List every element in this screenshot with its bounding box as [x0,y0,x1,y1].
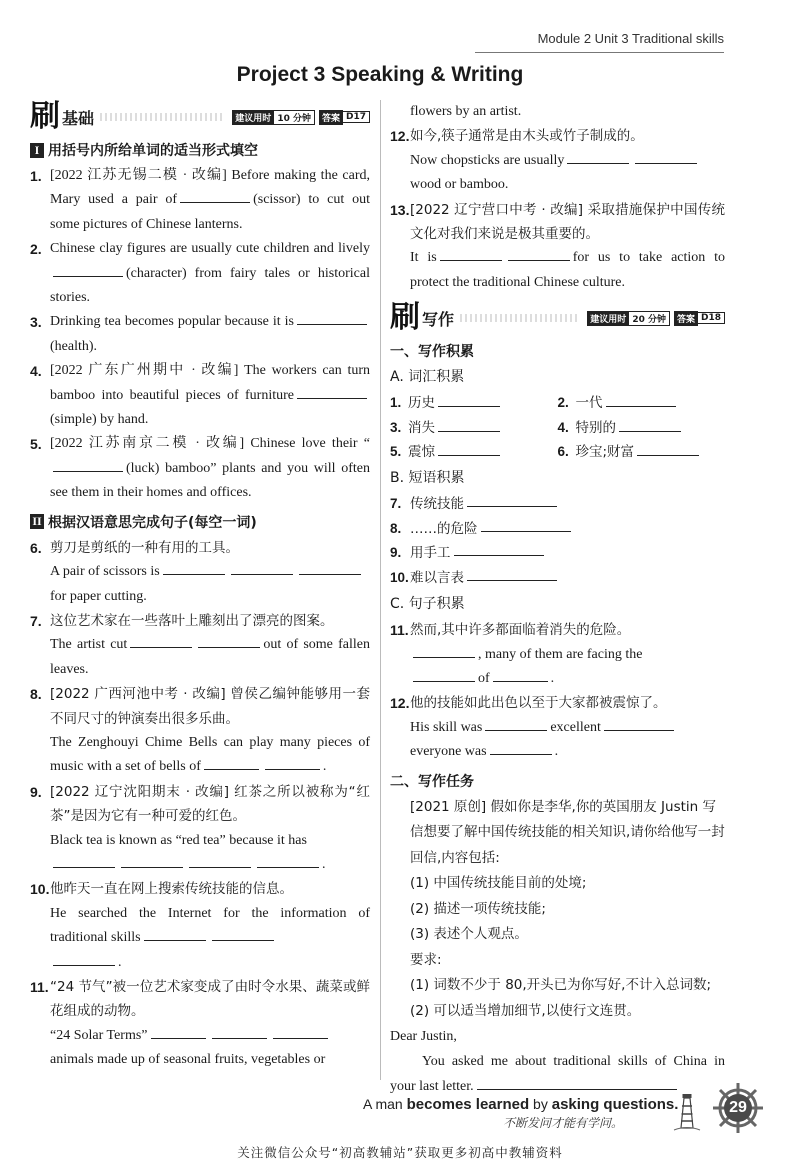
lighthouse-icon [672,1090,702,1132]
sentence-item-12 [390,691,725,715]
sentence-text: flowers by an artist. [410,104,522,119]
item-number: 8. [390,520,402,536]
chinese-prompt: [2022 辽宁营口中考 · 改编] 采取措施保护中国传统文化对我们来说是极其重要的。 [410,201,725,243]
answer-blank[interactable] [180,188,250,203]
time-tag-key: 建议用时 [232,110,274,125]
chinese-prompt: “24 节气”被一位艺术家变成了由时令水果、蔬菜或鲜花组成的动物。 [50,979,370,1020]
sentence-text: out of some fallen leaves. [50,637,370,677]
english-sentence [30,633,370,682]
item-text: 一代 [575,395,603,412]
answer-blank[interactable] [438,441,500,456]
page-title: Project 3 Speaking & Writing [236,63,524,86]
sentence-text: His skill was [410,719,483,735]
question-8 [30,682,370,731]
answer-blank[interactable] [299,560,361,575]
sentence-text: excellent [550,719,601,735]
chinese-prompt: 剪刀是剪纸的一种有用的工具。 [50,539,239,556]
question-13 [390,198,725,247]
sentence-text: . [322,856,326,872]
english-sentence [390,149,725,198]
banner-decoration [100,113,222,121]
footer-motto [363,1096,678,1113]
item-number: 6. [557,444,569,460]
answer-tag-key: 答案 [674,311,698,326]
vocab-item [390,416,558,440]
task-intro: [2021 原创] 假如你是李华,你的英国朋友 Justin 写信想要了解中国传统技能的相关知识,请你给他写一封回信,内容包括: [410,798,725,866]
item-text: 用手工 [410,545,451,562]
item-text: 传统技能 [410,496,464,513]
english-sentence [390,716,725,765]
answer-blank[interactable] [204,755,259,770]
answer-tag [674,311,725,326]
motto-part: A man [363,1096,407,1112]
english-sentence [390,643,725,692]
answer-blank[interactable] [637,441,699,456]
question-number: 13. [390,201,410,218]
phrase-item [390,566,725,590]
item-number: 1. [390,395,402,411]
task-point: (1) 中国传统技能目前的处境; [410,875,587,892]
item-text: 珍宝;财富 [575,444,635,461]
right-column [390,100,725,1099]
item-text: 消失 [408,419,435,436]
answer-blank[interactable] [438,417,500,432]
sentence-heading: C. 句子积累 [390,596,465,613]
sentence-text: wood or bamboo. [410,177,509,193]
question-number: 12. [390,695,410,712]
section-2-number: II [30,514,44,529]
motto-emphasis: asking questions. [551,1096,679,1113]
chinese-prompt: [2022 广西河池中考 · 改编] 曾侯乙编钟能够用一套不同尺寸的钟演奏出很多乐曲。 [50,686,370,727]
task-requirements-label: 要求: [410,951,442,968]
english-sentence [30,902,370,975]
sentence-text: A pair of scissors is [50,564,160,580]
answer-blank[interactable] [438,392,500,407]
phrase-item [390,541,725,565]
time-tag-key: 建议用时 [587,311,629,326]
answer-blank[interactable] [481,517,571,532]
question-3 [30,310,370,359]
vocab-item [558,440,726,464]
sentence-text: It is [410,250,437,266]
item-number: 3. [390,419,402,435]
answer-blank[interactable] [273,1024,328,1039]
answer-blank[interactable] [257,853,319,868]
answer-blank[interactable] [297,310,367,325]
time-tag-value: 20 分钟 [629,311,670,326]
sentence-text: . [550,670,555,686]
question-10 [30,877,370,901]
answer-blank[interactable] [53,457,123,472]
sentence-text: everyone was [410,744,487,760]
question-text: (scissor) to cut out some pictures of Chinese lanterns. [50,192,370,232]
answer-blank[interactable] [121,853,183,868]
vocab-grid [390,391,725,464]
phrase-heading: B. 短语积累 [390,470,465,487]
sentence-text: of [478,670,490,686]
chinese-prompt: 他昨天一直在网上搜索传统技能的信息。 [50,881,293,898]
question-number: 9. [30,783,42,800]
question-number: 10. [30,881,50,898]
section-1-title: 用括号内所给单词的适当形式填空 [48,143,258,159]
task-point: (3) 表述个人观点。 [410,926,528,943]
question-number: 1. [30,168,42,184]
english-sentence [30,560,370,609]
question-text: (character) from fairy tales or historical stories. [50,265,370,306]
sentence-text: He searched the Internet for the information of traditional skills [50,905,370,946]
answer-blank[interactable] [493,667,548,682]
question-number: 2. [30,241,42,258]
question-number: 11. [390,622,409,639]
item-text: 难以言表 [410,569,464,586]
answer-blank[interactable] [413,643,475,658]
sentence-item-11 [390,618,725,642]
sentence-text: “24 Solar Terms” [50,1027,148,1043]
sentence-text: Black tea is known as “red tea” because it has [50,832,307,848]
task-point: (2) 描述一项传统技能; [410,900,546,917]
answer-tag [319,110,370,125]
sentence-text: . [322,759,327,775]
sentence-text: . [554,744,559,760]
section-2-title: 根据汉语意思完成句子(每空一词) [48,514,257,531]
question-11 [30,975,370,1024]
brush-mark: 刷 [390,300,420,336]
answer-blank[interactable] [413,667,475,682]
question-number: 11. [30,979,49,995]
question-number: 7. [30,612,42,629]
answer-blank[interactable] [454,541,544,556]
phrase-item [390,492,725,516]
column-divider [380,100,381,1080]
writing-task [390,795,725,1025]
letter-opening-text: You asked me about traditional skills of China in your last letter. [390,1054,725,1095]
answer-blank[interactable] [212,1024,267,1039]
question-text: (simple) by hand. [50,412,149,428]
answer-tag-key: 答案 [319,110,343,125]
basics-banner [30,100,370,134]
english-sentence [30,829,370,878]
bottom-watermark-note: 关注微信公众号“初高教辅站”获取更多初高中教辅资料 [237,1145,563,1160]
sentence-text: The Zenghouyi Chime Bells can play many pieces of music with a set of bells of [50,734,370,775]
question-2 [30,237,370,310]
answer-blank[interactable] [508,246,570,261]
chinese-prompt: [2022 辽宁沈阳期末 · 改编] 红茶之所以被称为“红茶”是因为它有一种可爱的红色。 [50,783,370,825]
left-column [30,100,370,1073]
brush-mark: 刷 [30,99,60,134]
answer-blank[interactable] [189,853,251,868]
item-number: 4. [557,419,569,435]
answer-tag-value: D17 [343,111,370,123]
vocab-item [558,391,726,415]
question-text: [2022 江苏南京二模 · 改编] Chinese love their “ [50,436,370,452]
answer-blank[interactable] [635,149,697,164]
task-requirement: (2) 可以适当增加细节,以使行文连贯。 [410,1002,641,1019]
answer-blank[interactable] [53,951,115,966]
item-number: 2. [557,395,569,411]
header-rule [475,52,724,53]
english-sentence [30,731,370,780]
sentence-text: . [118,954,122,970]
answer-blank[interactable] [198,633,260,648]
time-tag [232,110,315,125]
item-text: 历史 [408,395,435,412]
answer-blank[interactable] [144,926,206,941]
answer-blank[interactable] [53,853,115,868]
question-number: 3. [30,314,42,331]
question-number: 4. [30,363,42,380]
answer-blank[interactable] [297,384,367,399]
item-number: 7. [390,496,402,512]
answer-blank[interactable] [567,149,629,164]
answer-blank[interactable] [130,633,192,648]
english-sentence [390,246,725,295]
sentence-text: The artist cut [50,637,128,653]
item-text: 震惊 [408,444,435,461]
sentence-text: Now chopsticks are usually [410,152,565,168]
answer-blank[interactable] [212,926,274,941]
sentence-text: animals made up of seasonal fruits, vegetables or [50,1052,326,1068]
section-1-number: I [30,143,44,158]
question-9 [30,780,370,829]
running-header: Module 2 Unit 3 Traditional skills [537,31,724,46]
item-number: 9. [390,545,402,561]
footer-motto-cn: 不断发问才能有学问。 [503,1116,624,1130]
item-text: ……的危险 [410,520,478,537]
question-number: 12. [390,128,410,145]
banner-title: 写作 [422,309,455,329]
question-text: (health). [50,338,98,354]
chinese-prompt: 他的技能如此出色以至于大家都被震惊了。 [410,695,667,712]
vocab-heading: A. 词汇积累 [390,369,465,386]
letter-writing-line[interactable] [477,1075,677,1090]
answer-blank[interactable] [440,246,502,261]
chinese-prompt: 如今,筷子通常是由木头或竹子制成的。 [410,128,644,145]
question-1 [30,164,370,237]
answer-blank[interactable] [604,716,674,731]
letter-salutation: Dear Justin, [390,1029,457,1045]
question-5 [30,432,370,505]
answer-blank[interactable] [151,1024,206,1039]
part-2-heading: 二、写作任务 [390,773,474,790]
question-number: 8. [30,686,42,703]
answer-blank[interactable] [606,392,676,407]
banner-title: 基础 [62,108,95,128]
answer-blank[interactable] [53,262,123,277]
question-text: Drinking tea becomes popular because it is [50,314,294,330]
question-12 [390,124,725,148]
answer-tag-value: D18 [698,312,725,324]
answer-blank[interactable] [265,755,320,770]
time-tag-value: 10 分钟 [274,110,315,125]
phrase-item [390,517,725,541]
motto-emphasis: becomes learned [406,1096,530,1113]
sentence-text: for us to take action to protect the traditional Chinese culture. [410,250,726,290]
answer-blank[interactable] [485,716,547,731]
answer-blank[interactable] [467,492,557,507]
chinese-prompt: 这位艺术家在一些落叶上雕刻出了漂亮的图案。 [50,612,334,629]
answer-blank[interactable] [619,417,681,432]
question-text: Chinese clay figures are usually cute children and lively [50,241,370,257]
item-text: 特别的 [575,419,616,436]
question-text: [2022 广东广州期中 · 改编] The workers can turn bamboo into beautiful pieces of furniture [50,363,370,403]
banner-decoration [460,314,577,322]
answer-blank[interactable] [163,560,225,575]
section-2-heading [30,512,370,532]
task-requirement: (1) 词数不少于 80,开头已为你写好,不计入总词数; [410,977,712,994]
time-tag [587,311,670,326]
writing-banner [390,301,725,335]
answer-blank[interactable] [467,566,557,581]
sentence-text: , many of them are facing the [478,646,643,662]
question-6 [30,536,370,560]
section-1-heading [30,140,370,160]
chinese-prompt: 然而,其中许多都面临着消失的危险。 [410,622,631,639]
question-text: [2022 江苏无锡二模 · 改编] Before making the card, Mary used a pair of [50,168,370,208]
sentence-text: for paper cutting. [50,588,147,604]
vocab-item [390,440,558,464]
page-number: 29 [729,1099,747,1116]
vocab-item [558,416,726,440]
motto-part: by [529,1096,552,1112]
english-sentence [30,1024,370,1073]
question-number: 5. [30,436,42,453]
answer-blank[interactable] [231,560,293,575]
item-number: 10. [390,569,409,585]
question-text: (luck) bamboo” plants and you will often see them in their homes and offices. [50,460,370,501]
vocab-item [390,391,558,415]
item-number: 5. [390,444,402,460]
question-number: 6. [30,539,42,556]
question-4 [30,359,370,432]
part-1-heading: 一、写作积累 [390,344,474,361]
question-7 [30,609,370,633]
english-sentence [390,100,725,124]
answer-blank[interactable] [490,740,552,755]
